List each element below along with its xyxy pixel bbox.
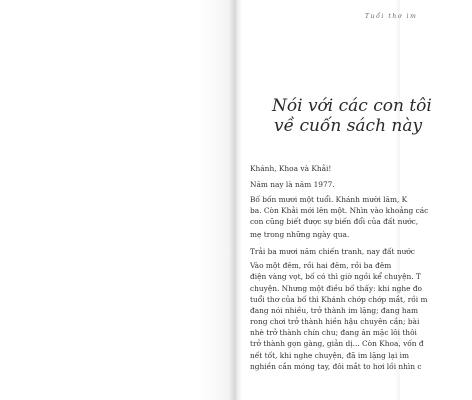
chapter-title-line-1: Nói với các con tôi	[272, 96, 432, 116]
body-line: rong chơi trở thành hiền hậu chuyên cần; bài	[250, 317, 420, 327]
body-line: Khánh, Khoa và Khải!	[250, 164, 332, 173]
body-line: tuổi thơ của bố thì Khánh chớp chớp mắt, rồi m	[250, 294, 428, 304]
book-gutter	[230, 0, 242, 400]
body-line: Bố bốn mươi một tuổi. Khánh mười lăm, K	[250, 194, 408, 204]
body-line: trở thành gọn gàng, giản dị... Còn Khoa, vốn đ	[250, 339, 424, 349]
body-line: đang nói nhiều, trở thành im lặng; đang ham	[250, 305, 419, 315]
chapter-title	[272, 96, 472, 136]
body-line: Năm nay là năm 1977.	[250, 180, 335, 190]
body-line: con cũng biết được sự biến đổi của đất nước,	[250, 217, 419, 227]
body-text	[250, 161, 450, 372]
body-line: chuyện. Nhưng một điều bố thấy: khi nghe đo	[250, 283, 423, 293]
running-header: Tuổi thơ im	[365, 13, 418, 20]
body-line: Vào một đêm, rồi hai đêm, rồi ba đêm	[250, 261, 392, 271]
body-line: nết tốt, khi nghe chuyện, đã im lặng lại im	[250, 350, 410, 360]
body-line: Trải ba mươi năm chiến tranh, nay đất nước	[250, 246, 415, 256]
chapter-title-line-2: về cuốn sách này	[274, 116, 423, 136]
body-line: nghiền cắn móng tay, đôi mắt to hơi lồi nhìn c	[250, 361, 422, 371]
left-page-blank	[0, 0, 235, 400]
body-line: mẹ trong những ngày qua.	[250, 230, 350, 240]
body-line: nhè trở thành chín chu; đang ăn mặc lôi thôi	[250, 328, 417, 338]
body-line: điện vàng vọt, bố có thì giờ ngồi kể chuyện. T	[250, 272, 421, 282]
body-line: ba. Còn Khải mới lên một. Nhìn vào khoảng các	[250, 205, 429, 215]
